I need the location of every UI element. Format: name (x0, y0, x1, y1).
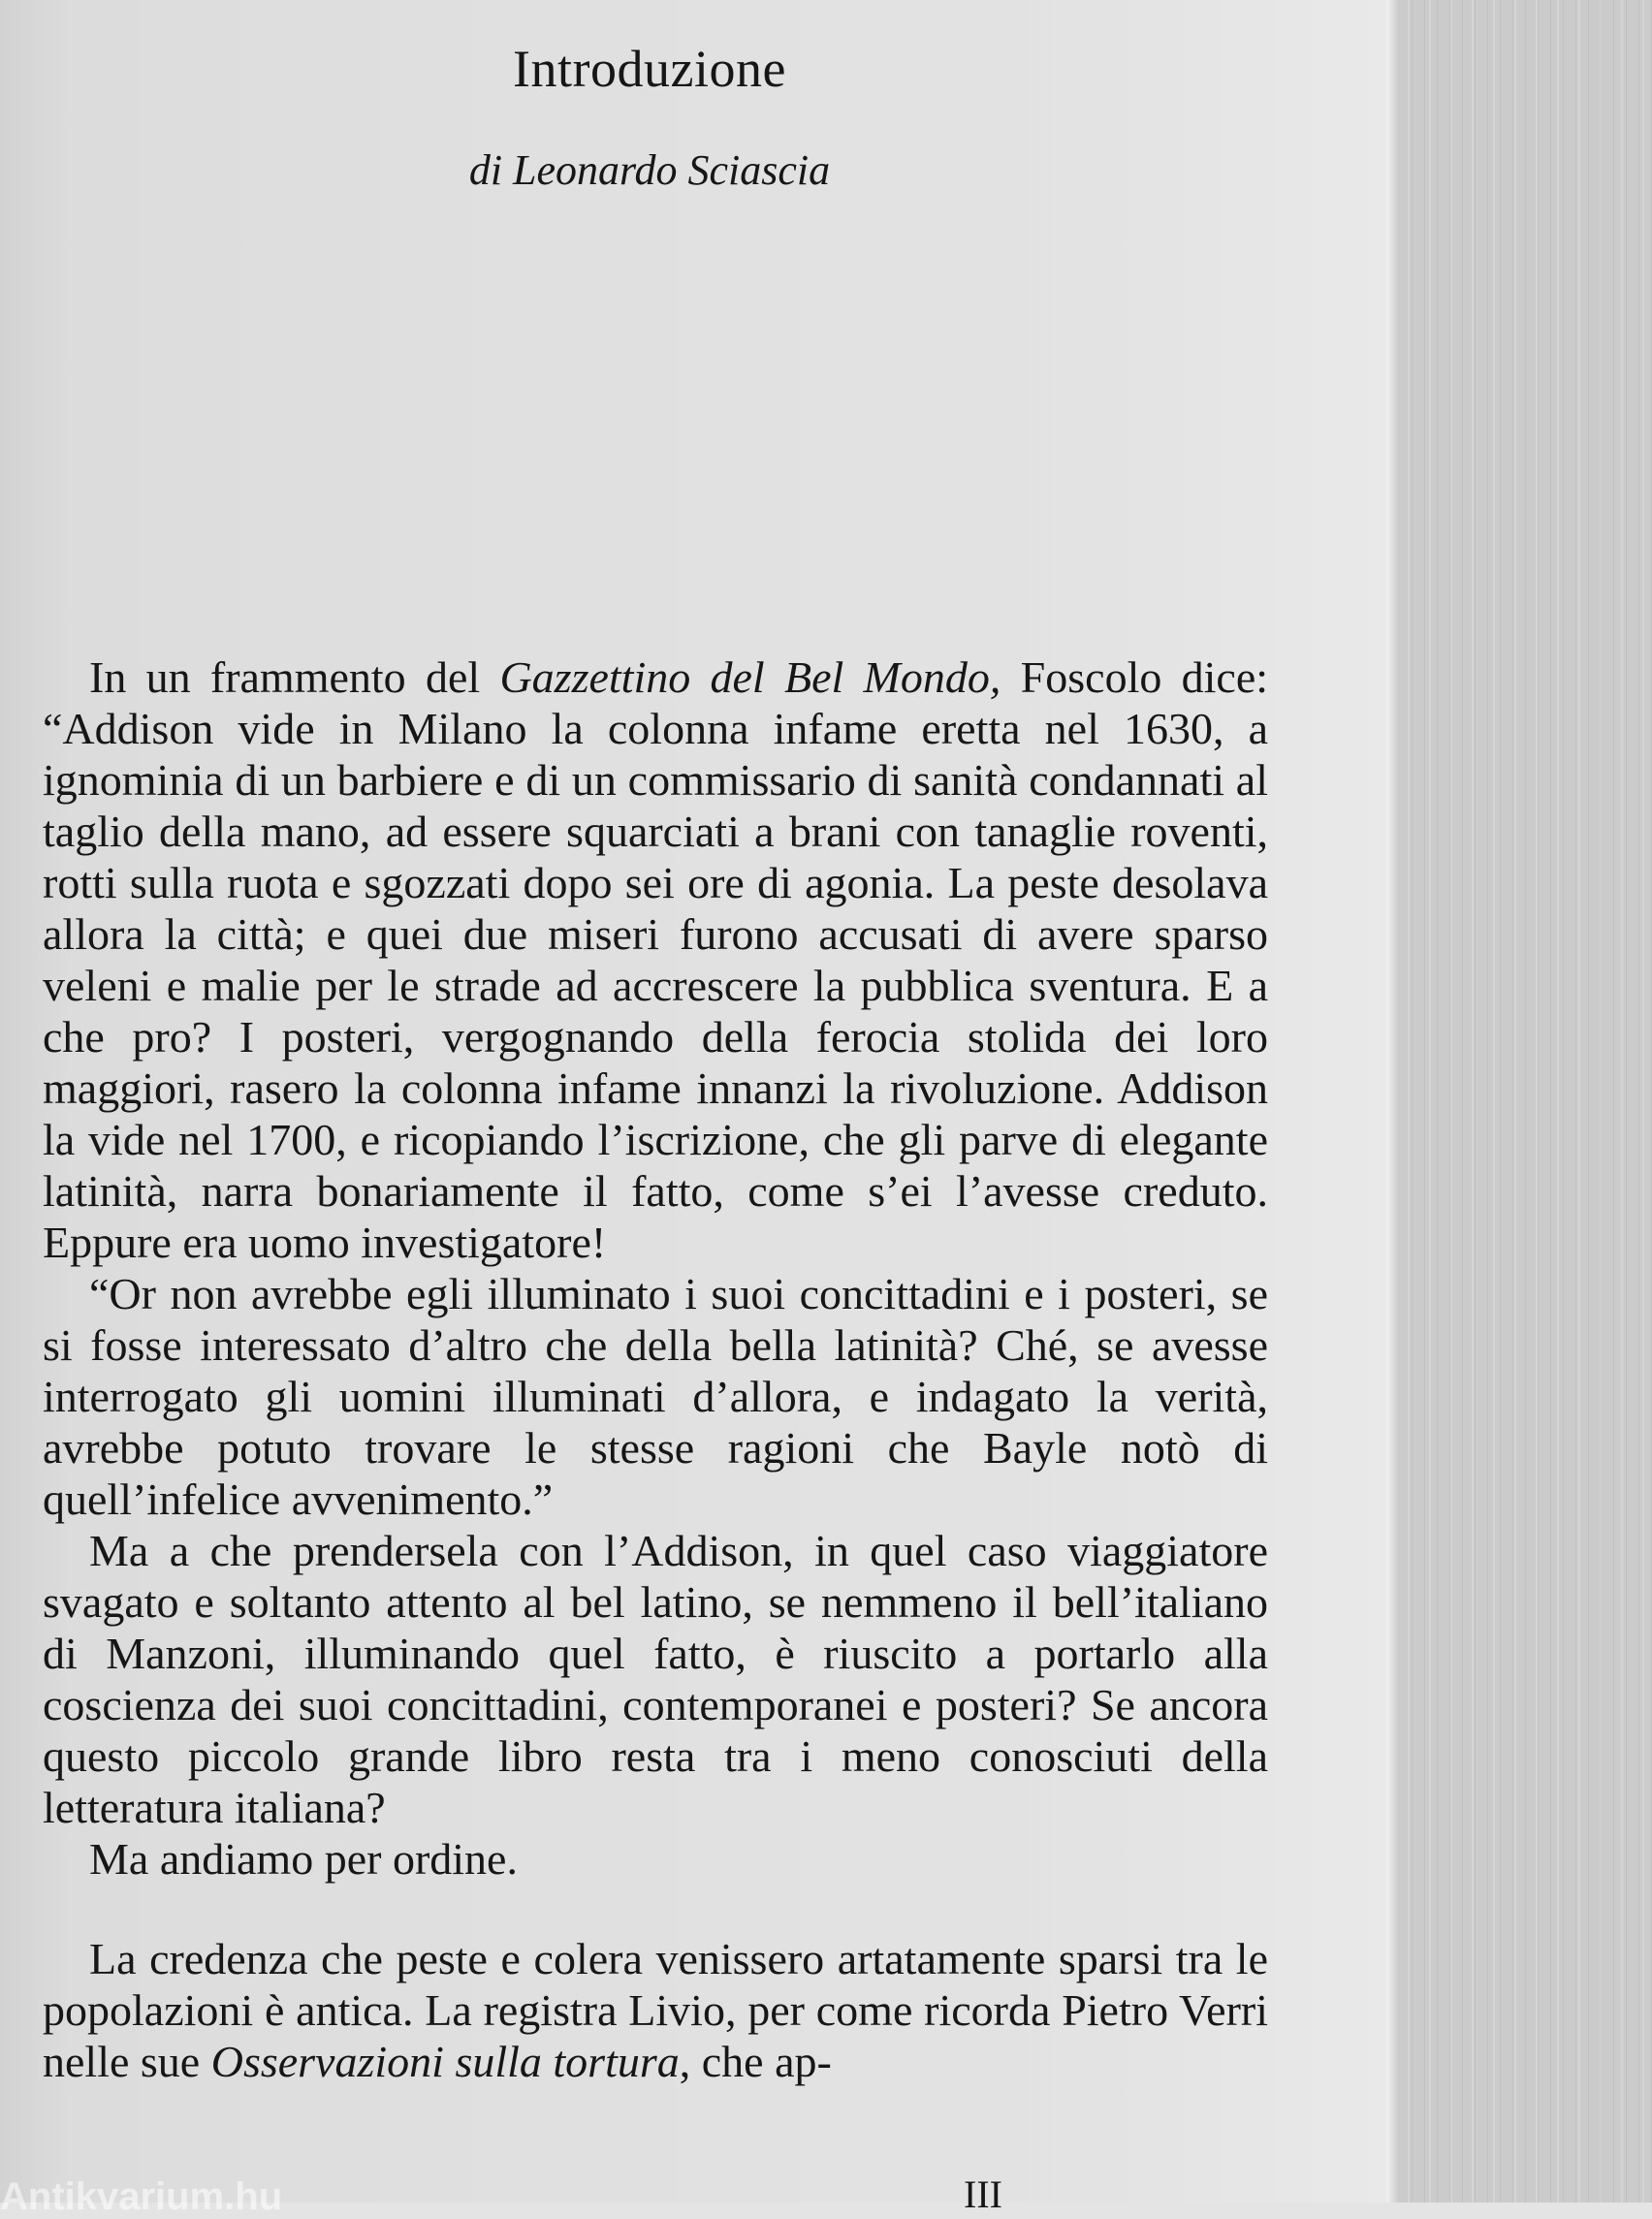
paragraph-2: “Or non avrebbe egli illuminato i suoi concittadini e i posteri, se si fosse interessato d’altro che della bella latinità? Ché, se avesse interrogato gli uomini illuminati d’allora, e indagato la verità, avrebbe potuto trovare le stesse ragioni che Bayle notò di quell’infelice avvenimento.” (43, 1269, 1268, 1524)
body-text (43, 651, 1268, 2087)
watermark: Antikvarium.hu (0, 2175, 283, 2218)
work-title-osservazioni: Osservazioni sulla tortura (210, 2037, 680, 2086)
paragraph-5-text: La credenza che peste e colera venissero artatamente sparsi tra le popolazioni è antica. La registra Livio, per come ricorda Pietro Verri nelle sue (43, 1934, 1268, 2086)
paragraph-5-end: , che ap- (679, 2037, 832, 2086)
page-fold (1386, 0, 1400, 2203)
paragraph-1-intro: In un frammento del (89, 652, 500, 702)
adjacent-page-edge (1386, 0, 1652, 2203)
chapter-title: Introduzione (513, 40, 786, 98)
page-number: III (964, 2172, 1002, 2216)
paragraph-1-text: Foscolo dice: “Addison vide in Milano la colonna infame eretta nel 1630, a ignominia di un barbiere e di un commissario di sanità condannati al taglio della mano, ad essere squarciati a brani con tanaglie roventi, rotti sulla ruota e sgozzati dopo sei ore di agonia. La peste desolava allora la città; e quei due miseri furono accusati di avere sparso veleni e malie per le strade ad accrescere la pubblica sventura. E a che pro? I posteri, vergognando della ferocia stolida dei loro maggiori, rasero la colonna infame innanzi la rivoluzione. Addison la vide nel 1700, e ricopiando l’iscrizione, che gli parve di elegante latinità, narra bonariamente il fatto, come s’ei l’avesse creduto. Eppure era uomo investigatore! (43, 652, 1269, 1267)
paragraph-1 (43, 651, 1268, 1268)
paragraph-4: Ma andiamo per ordine. (89, 1834, 518, 1884)
paragraph-3: Ma a che prendersela con l’Addison, in quel caso viaggiatore svagato e soltanto attento al bel latino, se nemmeno il bell’italiano di Manzoni, illuminando quel fatto, è riuscito a portarlo alla coscienza dei suoi concittadini, contemporanei e posteri? Se ancora questo piccolo grande libro resta tra i meno conosciuti della letteratura italiana? (43, 1526, 1268, 1832)
chapter-author: di Leonardo Sciascia (468, 146, 831, 194)
paragraph-5 (43, 1933, 1268, 2087)
work-title-gazzettino: Gazzettino del Bel Mondo, (499, 652, 1001, 702)
